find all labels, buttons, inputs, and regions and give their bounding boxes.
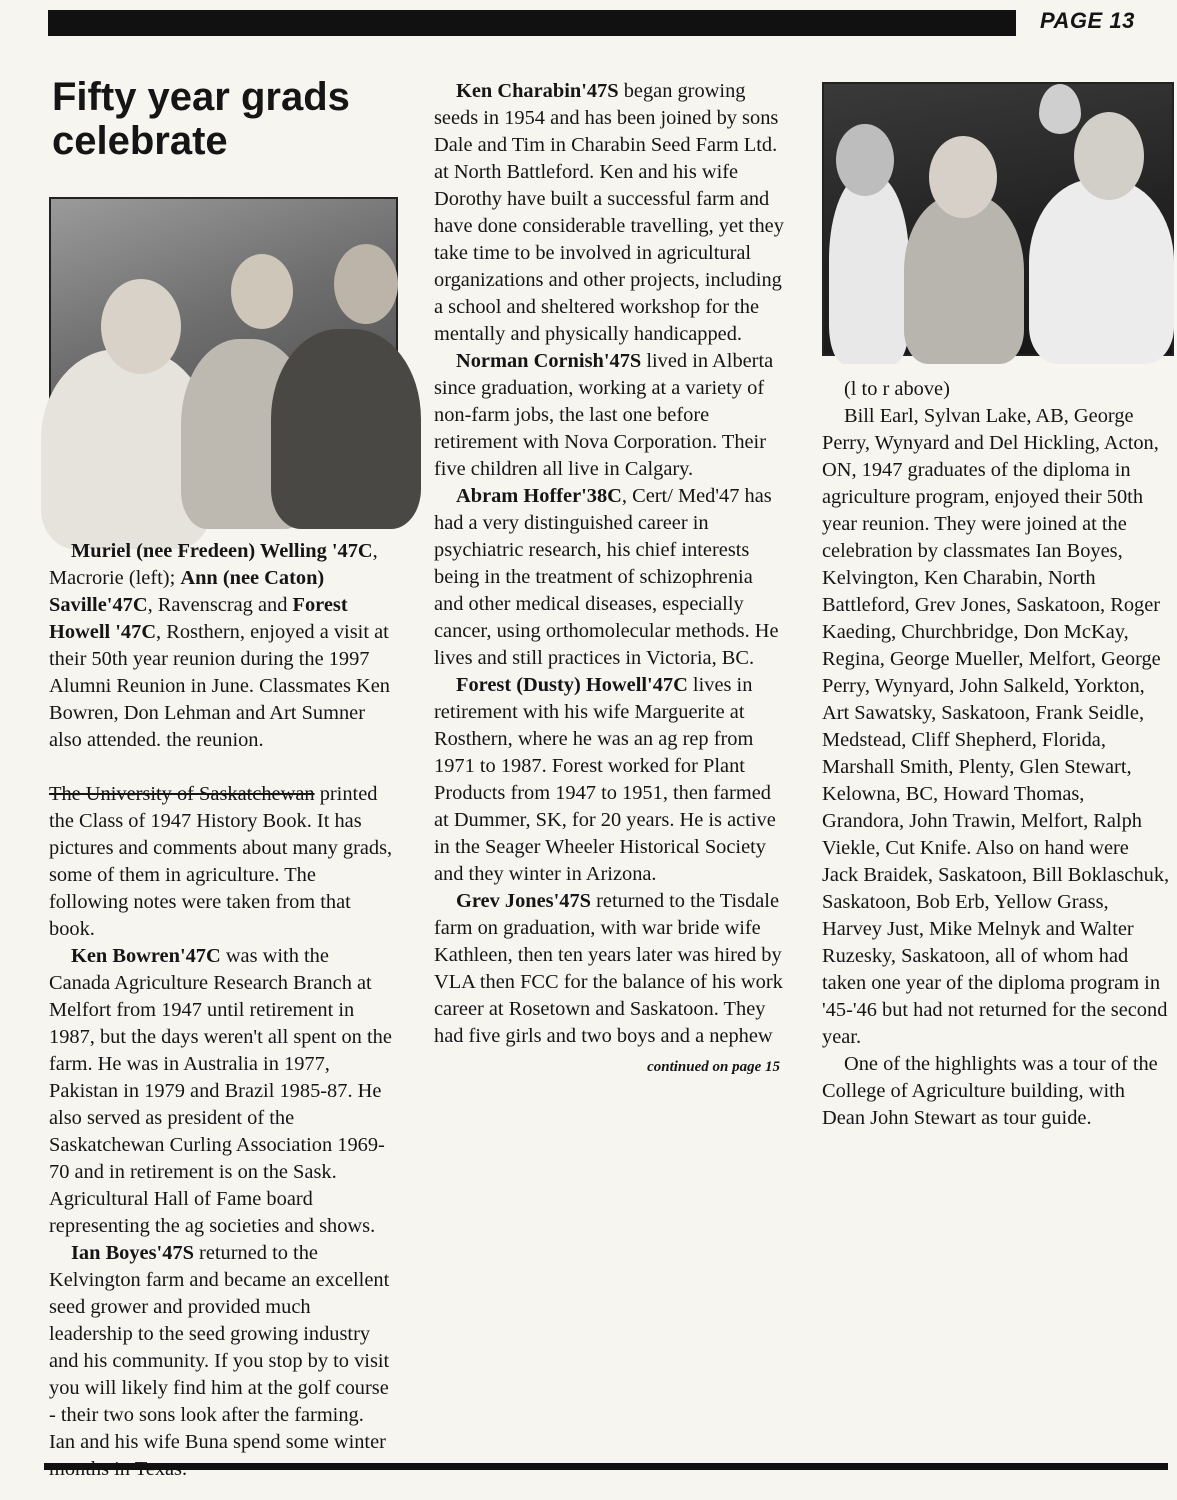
entry-norman-cornish: Norman Cornish'47S lived in Alberta since graduation, working at a variety of non-farm jobs, the last one before retirement with Nova Corporation. Their five children all live in Calgary. (434, 350, 774, 480)
column-3 (822, 376, 1170, 1132)
page-number: PAGE 13 (1040, 8, 1135, 33)
reunion-photo-seated-guests (49, 197, 398, 514)
reunion-photo-standing-graduates (822, 82, 1174, 356)
entry-ken-bowren: Ken Bowren'47C was with the Canada Agriculture Research Branch at Melfort from 1947 until retirement in 1987, but the days weren't all spent on the farm. He was in Australia in 1977, Pakistan in 1979 and Brazil 1985-87. He also served as president of the Saskatchewan Curling Association 1969-70 and in retirement is on the Sask. Agricultural Hall of Fame board representing the ag societies and shows. (49, 945, 392, 1237)
photo-caption-left: Muriel (nee Fredeen) Welling '47C, Macrorie (left); Ann (nee Caton) Saville'47C, Ravenscrag and Forest Howell '47C, Rosthern, enjoyed a visit at their 50th year reunion during the 1997 Alumni Reunion in June. Classmates Ken Bowren, Don Lehman and Art Sumner also attended. the reunion. (49, 540, 390, 751)
entry-ken-charabin: Ken Charabin'47S began growing seeds in 1954 and has been joined by sons Dale and Tim in Charabin Seed Farm Ltd. at North Battleford. Ken and his wife Dorothy have built a successful farm and have done considerable travelling, yet they take time to be involved in agricultural organizations and other projects, including a school and sheltered workshop for the mentally and physically handicapped. (434, 80, 784, 345)
headline: Fifty year grads celebrate (52, 75, 350, 163)
column-2 (434, 78, 786, 1081)
column-1 (49, 538, 394, 1453)
closing-paragraph: One of the highlights was a tour of the College of Agriculture building, with Dean John Stewart as tour guide. (822, 1053, 1158, 1129)
footer-rule (44, 1463, 1168, 1470)
intro-paragraph: The University of Saskatchewan printed the Class of 1947 History Book. It has pictures and comments about many grads, some of them in agriculture. The following notes were taken from that book. (49, 783, 393, 940)
entry-forest-howell: Forest (Dusty) Howell'47C lives in retirement with his wife Marguerite at Rosthern, where he was an ag rep from 1971 to 1987. Forest worked for Plant Products from 1947 to 1951, then farmed at Dummer, SK, for 20 years. He is active in the Seager Wheeler Historical Society and they winter in Arizona. (434, 674, 776, 885)
photo-caption-right-lead: (l to r above) (844, 378, 950, 400)
photo-caption-right: Bill Earl, Sylvan Lake, AB, George Perry, Wynyard and Del Hickling, Acton, ON, 1947 graduates of the diploma in agriculture program, enjoyed their 50th year reunion. They were joined at the celebration by classmates Ian Boyes, Kelvington, Ken Charabin, North Battleford, Grev Jones, Saskatoon, Roger Kaeding, Churchbridge, Don McKay, Regina, George Mueller, Melfort, George Perry, Wynyard, John Salkeld, Yorkton, Art Sawatsky, Saskatoon, Frank Seidle, Medstead, Cliff Shepherd, Florida, Marshall Smith, Plenty, Glen Stewart, Kelowna, BC, Howard Thomas, Grandora, John Trawin, Melfort, Ralph Viekle, Cut Knife. Also on hand were Jack Braidek, Saskatoon, Bill Boklaschuk, Saskatoon, Bob Erb, Yellow Grass, Harvey Just, Mike Melnyk and Walter Ruzesky, Saskatoon, all of whom had taken one year of the diploma program in '45-'46 but had not returned for the second year. (822, 405, 1170, 1048)
continued-note: continued on page 15 (647, 1059, 780, 1075)
entry-abram-hoffer: Abram Hoffer'38C, Cert/ Med'47 has had a very distinguished career in psychiatric research, his chief interests being in the treatment of schizophrenia and other medical diseases, especially cancer, using orthomolecular methods. He lives and still practices in Victoria, BC. (434, 485, 779, 669)
header-bar (48, 10, 1016, 36)
entry-grev-jones: Grev Jones'47S returned to the Tisdale farm on graduation, with war bride wife Kathleen, then ten years later was hired by VLA then FCC for the balance of his work career at Rosetown and Saskatoon. They had five girls and two boys and a nephew (434, 890, 783, 1047)
entry-ian-boyes: Ian Boyes'47S returned to the Kelvington farm and became an excellent seed grower and provided much leadership to the seed growing industry and his community. If you stop by to visit you will likely find him at the golf course - their two sons look after the farming. Ian and his wife Buna spend some winter (49, 1242, 390, 1453)
